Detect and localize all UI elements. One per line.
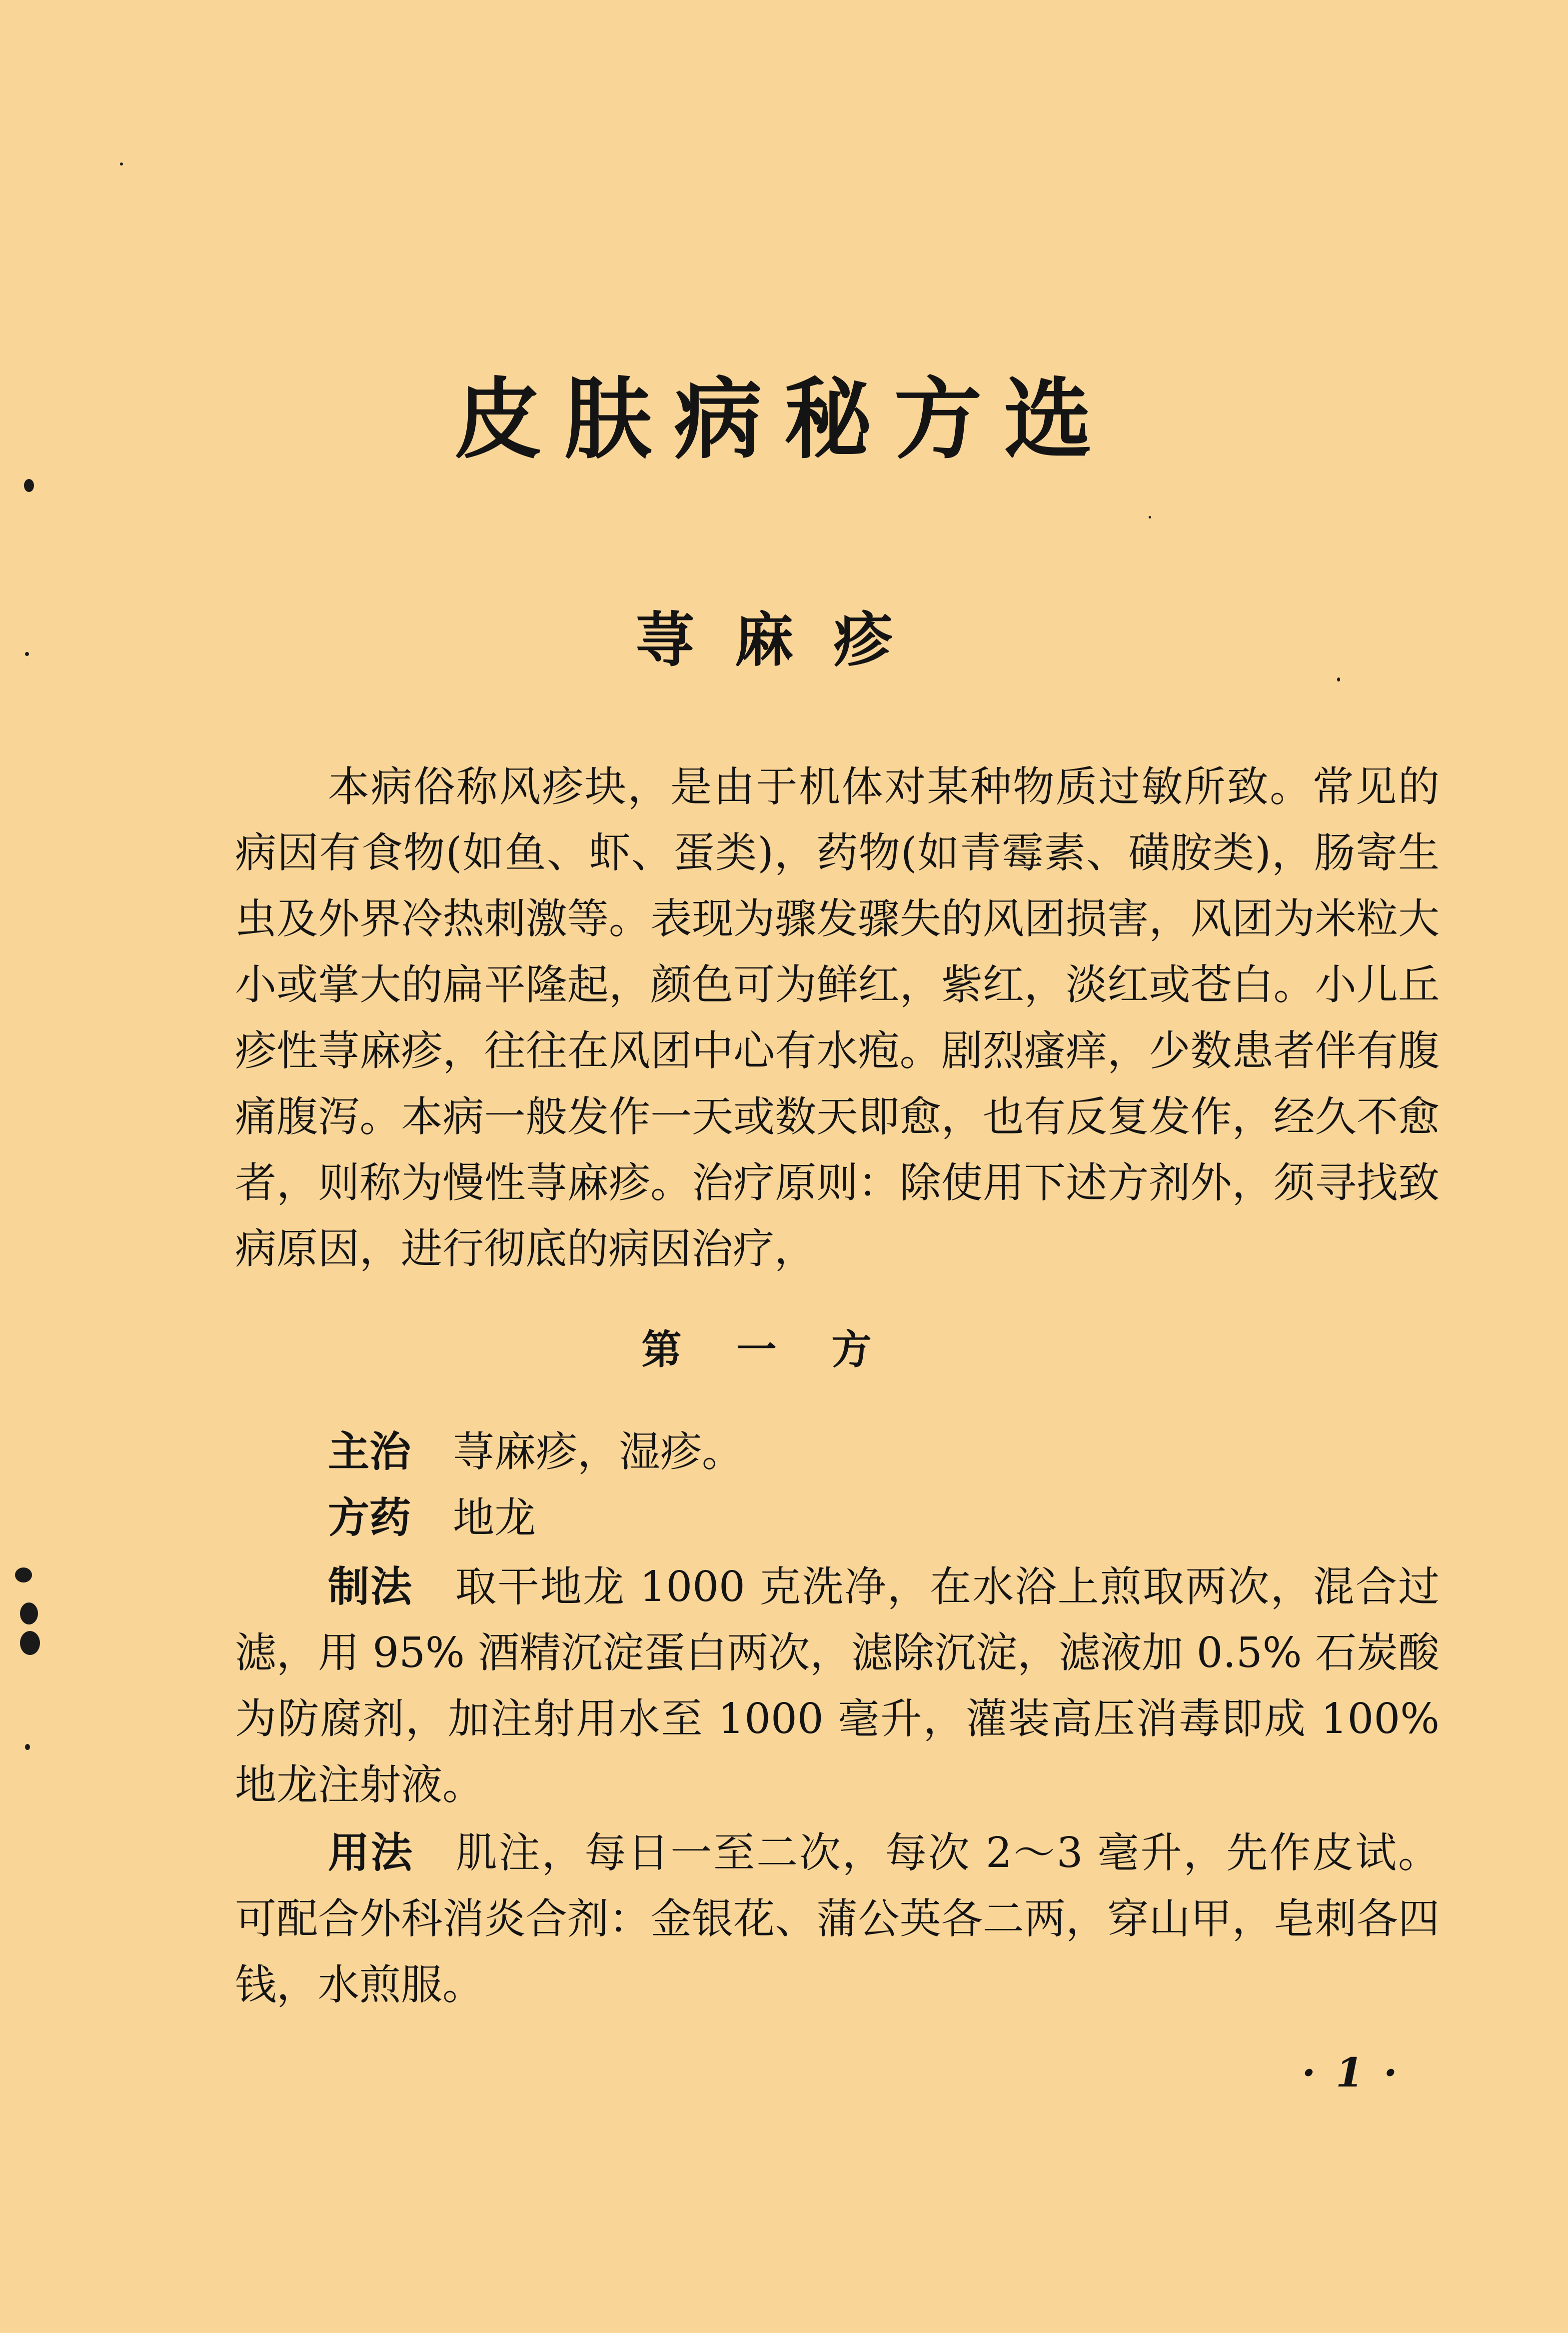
recipe-entry-preparation — [235, 1554, 1440, 1818]
entry-text: 荨麻疹，湿疹。 — [453, 1428, 743, 1476]
scan-speck — [1337, 678, 1340, 682]
entry-text: 地龙 — [453, 1494, 536, 1542]
scan-speck — [20, 1631, 40, 1655]
recipe-entry-usage — [235, 1820, 1440, 2018]
scan-speck — [24, 479, 34, 492]
entry-text: 取干地龙 1000 克洗净，在水浴上煎取两次，混合过滤，用 95% 酒精沉淀蛋白两次，滤除沉淀，滤液加 0.5% 石炭酸为防腐剂，加注射用水至 1000 毫升，灌装高压消毒即成 100% 地龙注射液。 — [235, 1562, 1440, 1809]
page-number: ·1· — [1302, 2049, 1418, 2096]
section-title: 荨麻疹 — [635, 606, 933, 674]
scan-speck — [1149, 516, 1151, 518]
intro-paragraph: 本病俗称风疹块，是由于机体对某种物质过敏所致。常见的病因有食物(如鱼、虾、蛋类)，药物(如青霉素、磺胺类)，肠寄生虫及外界冷热刺激等。表现为骤发骤失的风团损害，风团为米粒大小或掌大的扁平隆起，颜色可为鲜红，紫红，淡红或苍白。小儿丘疹性荨麻疹，往往在风团中心有水疱。剧烈瘙痒，少数患者伴有腹痛腹泻。本病一般发作一天或数天即愈，也有反复发作，经久不愈者，则称为慢性荨麻疹。治疗原则：除使用下述方剂外，须寻找致病原因，进行彻底的病因治疗， — [235, 762, 1440, 1273]
recipe-entry-ingredients — [235, 1485, 1440, 1551]
entry-label: 用法 — [328, 1828, 414, 1877]
entry-label: 主治 — [328, 1428, 411, 1476]
recipe-entry-indication — [235, 1419, 1440, 1485]
entry-label: 制法 — [328, 1562, 413, 1611]
entry-text: 肌注，每日一至二次，每次 2～3 毫升，先作皮试。可配合外科消炎合剂：金银花、蒲公英各二两，穿山甲，皂刺各四钱，水煎服。 — [235, 1828, 1440, 2009]
scan-speck — [25, 1744, 30, 1750]
entry-label: 方药 — [328, 1494, 411, 1542]
scan-speck — [20, 1602, 38, 1624]
scan-speck — [120, 162, 123, 166]
book-title: 皮肤病秘方选 — [454, 368, 1114, 471]
recipe-heading: 第一方 — [641, 1326, 927, 1373]
scan-speck — [25, 652, 29, 656]
scan-speck — [15, 1568, 32, 1582]
